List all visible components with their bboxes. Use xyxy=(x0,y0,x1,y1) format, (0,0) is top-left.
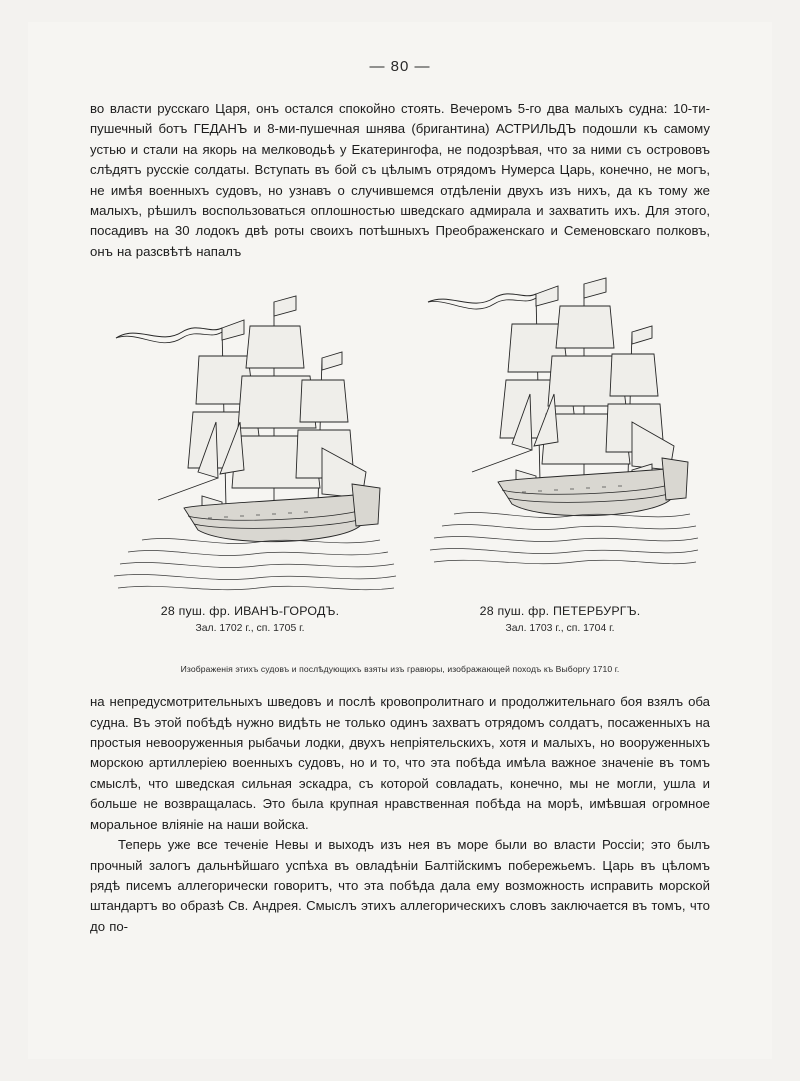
caption-left-title: 28 пуш. фр. ИВАНЪ-ГОРОДЪ. xyxy=(160,604,340,619)
caption-left xyxy=(100,604,400,634)
paragraph: на непредусмотрительныхъ шведовъ и послѣ кровопролитнаго и продолжительнаго боя взялъ оба судна. Въ этой побѣдѣ нужно видѣть не только одинъ захватъ отрядомъ солдатъ, посаженныхъ на простыя невооруженныя рыбачьи лодки, двухъ непріятельскихъ, хотя и малыхъ, но вооруженныхъ морскою артиллеріею военныхъ судовъ, но и то, что эта побѣда имѣла важное значеніе въ томъ смыслѣ, что шведская сильная эскадра, съ которой совладать, конечно, мы не могли, ушла и больше не возвращалась. Это была крупная нравственная побѣда на морѣ, имѣвшая огромное моральное вліяніе на наши войска. xyxy=(90,694,710,832)
ship-drawing-right xyxy=(420,272,700,602)
ship-illustration-ivangorod xyxy=(98,272,398,602)
plate-source-note: Изображенія этихъ судовъ и послѣдующихъ взяты изъ гравюры, изображающей походъ къ Выборгу 1710 г. xyxy=(180,664,620,675)
lower-text-column xyxy=(90,692,710,937)
caption-left-subtitle: Зал. 1702 г., сп. 1705 г. xyxy=(195,623,305,635)
upper-text-column xyxy=(90,99,710,262)
ship-illustration-peterburg xyxy=(420,272,700,602)
plate-captions xyxy=(90,604,710,658)
caption-right xyxy=(420,604,700,634)
ship-drawing-left xyxy=(98,272,398,602)
caption-right-title: 28 пуш. фр. ПЕТЕРБУРГЪ. xyxy=(479,604,641,619)
illustration-plate xyxy=(90,272,710,602)
paragraph: во власти русскаго Царя, онъ остался спокойно стоять. Вечеромъ 5-го два малыхъ судна: 10-ти-пушечный ботъ ГЕДАНЪ и 8-ми-пушечная шнява (бригантина) АСТРИЛЬДЪ подошли къ самому устью и стали на якорь на мелководьѣ у Екатерингофа, не подозрѣвая, что за ними съ острововъ слѣдятъ русскіе солдаты. Вступать въ бой съ цѣлымъ отрядомъ Нумерса Царь, конечно, не могъ, не имѣя военныхъ судовъ, но узнавъ о случившемся отдѣленіи двухъ изъ нихъ, да къ тому же малыхъ, рѣшилъ воспользоваться оплошностью шведскаго адмирала и захватить ихъ. Для этого, посадивъ на 30 лодокъ двѣ роты своихъ потѣшныхъ Преображенскаго и Семеновскаго полковъ, онъ на разсвѣтѣ напалъ xyxy=(90,101,710,259)
page-number: — 80 — xyxy=(369,58,431,75)
caption-right-subtitle: Зал. 1703 г., сп. 1704 г. xyxy=(505,623,615,635)
page-content-area xyxy=(28,22,772,1059)
paragraph: Теперь уже все теченіе Невы и выходъ изъ нея въ море были во власти Россіи; это былъ прочный залогъ дальнѣйшаго успѣха въ овладѣніи Балтійскимъ побережьемъ. Царь въ цѣломъ рядѣ писемъ аллегорически говоритъ, что эта побѣда дала ему возможность исправить морской штандартъ во образѣ Св. Андрея. Смыслъ этихъ аллегорическихъ словъ заключается въ томъ, что до по- xyxy=(90,837,710,934)
